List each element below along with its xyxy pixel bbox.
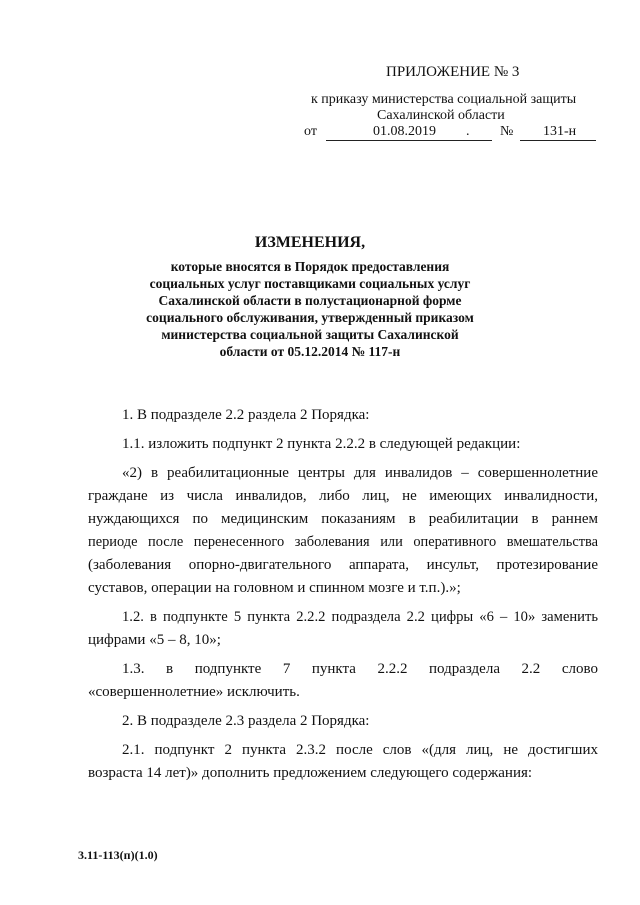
quote-line: периоде после перенесенного заболевания или оперативного вмешательства — [88, 534, 598, 550]
word: 7 — [282, 661, 291, 677]
paragraph-1: 1. В подразделе 2.2 раздела 2 Порядка: — [122, 407, 370, 423]
word: подпункте — [194, 661, 262, 677]
quote-line: граждане из числа инвалидов, либо лиц, не имеющих инвалидности, — [88, 488, 598, 504]
word: 1.3. — [122, 661, 145, 677]
para-line — [88, 658, 598, 681]
document-body — [88, 404, 598, 785]
para-line: возраста 14 лет)» дополнить предложением следующего содержания: — [88, 765, 533, 781]
word: пункта — [311, 661, 356, 677]
para-line: «совершеннолетние» исключить. — [88, 684, 300, 700]
subtitle-line: социального обслуживания, утвержденный приказом — [146, 310, 474, 325]
para-line: 1.2. в подпункте 5 пункта 2.2.2 подраздела 2.2 цифры «6 – 10» заменить — [122, 609, 598, 625]
subtitle-line: Сахалинской области в полустационарной форме — [158, 293, 462, 308]
date-dot: . — [466, 124, 470, 139]
paragraph-2-1 — [88, 739, 598, 785]
word: 2.2 — [521, 661, 541, 677]
subtitle-line: социальных услуг поставщиками социальных услуг — [149, 276, 471, 291]
document-title — [110, 234, 510, 360]
subtitle-line: области от 05.12.2014 № 117-н — [219, 344, 401, 359]
paragraph-quote — [88, 462, 598, 600]
paragraph-1-1: 1.1. изложить подпункт 2 пункта 2.2.2 в следующей редакции: — [122, 436, 521, 452]
quote-line: «2) в реабилитационные центры для инвалидов – совершеннолетние — [122, 465, 598, 481]
para-line: 2.1. подпункт 2 пункта 2.3.2 после слов «(для лиц, не достигших — [122, 742, 598, 758]
order-reference-line1: к приказу министерства социальной защиты — [311, 92, 577, 107]
order-reference-line2: Сахалинской области — [377, 108, 505, 123]
title-subtitle — [110, 258, 510, 360]
word: слово — [561, 661, 598, 677]
quote-line: (заболевания опорно-двигательного аппарата, инсульт, протезирование — [88, 557, 598, 573]
para-line: цифрами «5 – 8, 10»; — [88, 632, 221, 648]
word: 2.2.2 — [377, 661, 408, 677]
number-sign: № — [500, 124, 514, 139]
subtitle-line: министерства социальной защиты Сахалинской — [161, 327, 459, 342]
order-number: 131-н — [543, 124, 577, 139]
quote-line: нуждающихся по медицинским показаниям в реабилитации в раннем — [88, 511, 598, 527]
appendix-title: ПРИЛОЖЕНИЕ № 3 — [386, 64, 520, 80]
word: подраздела — [429, 661, 500, 677]
word: в — [166, 661, 174, 677]
title-main: ИЗМЕНЕНИЯ, — [254, 234, 366, 251]
subtitle-line: которые вносятся в Порядок предоставления — [170, 259, 450, 274]
order-date: 01.08.2019 — [373, 124, 436, 139]
quote-line: суставов, операции на головном и спинном мозге и т.п.).»; — [88, 580, 461, 596]
paragraph-1-2 — [88, 606, 598, 652]
date-prefix: от — [304, 124, 317, 139]
paragraph-2: 2. В подразделе 2.3 раздела 2 Порядка: — [122, 713, 370, 729]
paragraph-1-3 — [88, 658, 598, 704]
document-code: 3.11-113(п)(1.0) — [78, 848, 158, 862]
